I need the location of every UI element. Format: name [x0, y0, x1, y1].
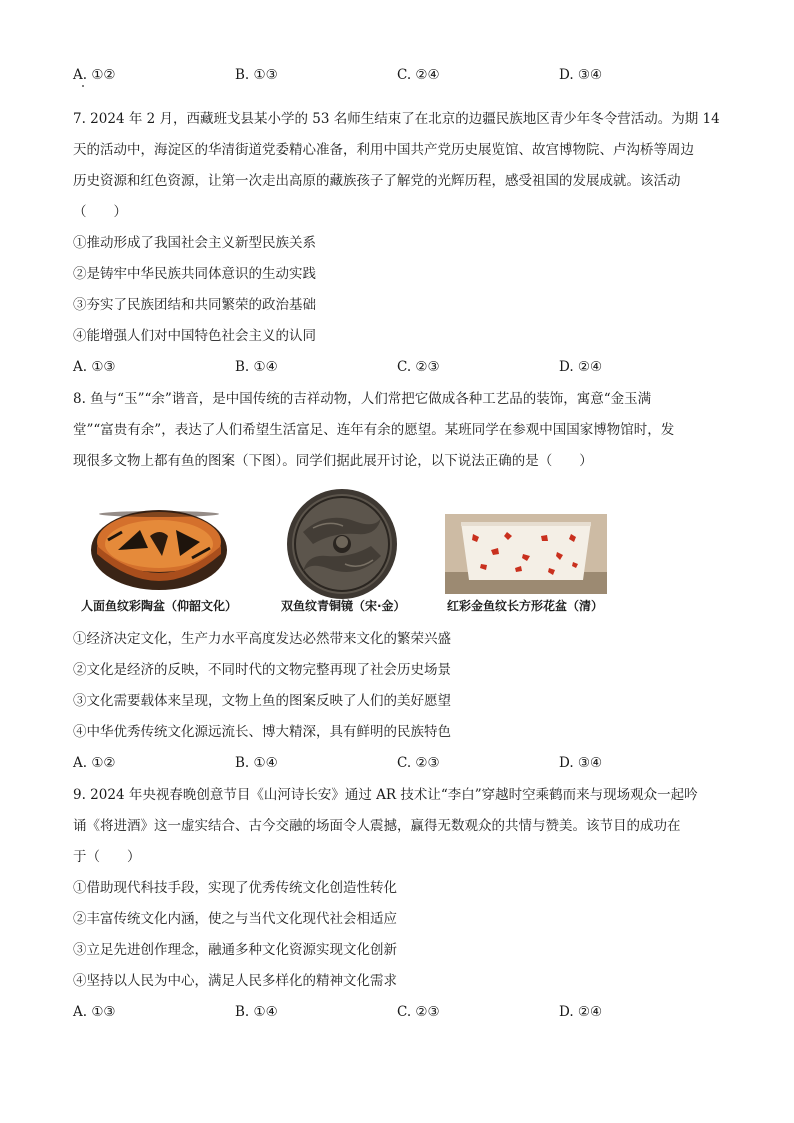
caption-bronze-mirror: 双鱼纹青铜镜（宋·金）: [281, 599, 406, 613]
q8-stem-line-3: 现很多文物上都有鱼的图案（下图）。同学们据此展开讨论，以下说法正确的是（ ）: [73, 453, 593, 469]
q8-options: [73, 754, 733, 772]
q7-option-d[interactable]: D. ②④: [559, 359, 603, 375]
q6-option-a[interactable]: A. ①②: [73, 67, 116, 83]
q9-stem-line-2: 诵《将进酒》这一虚实结合、古今交融的场面令人震撼，赢得无数观众的共情与赞美。该节目的成功在: [73, 818, 681, 834]
q7-stem-line-1: 7. 2024 年 2 月，西藏班戈县某小学的 53 名师生结束了在北京的边疆民族地区青少年冬令营活动。为期 14: [73, 111, 720, 127]
q8-stem-line-1: 8. 鱼与“玉”“余”谐音，是中国传统的吉祥动物，人们常把它做成各种工艺品的装饰，寓意“金玉满: [73, 391, 652, 407]
caption-goldfish-planter: 红彩金鱼纹长方形花盆（清）: [447, 599, 604, 613]
caption-pottery-basin: 人面鱼纹彩陶盆（仰韶文化）: [81, 599, 238, 613]
q9-statement-3: ③立足先进创作理念，融通多种文化资源实现文化创新: [73, 942, 397, 958]
bronze-mirror-image: [283, 488, 401, 600]
q7-option-c[interactable]: C. ②③: [397, 359, 440, 375]
q7-option-b[interactable]: B. ①④: [235, 359, 278, 375]
q9-answer-blank: 于（ ）: [73, 849, 141, 865]
q9-option-b[interactable]: B. ①④: [235, 1004, 278, 1020]
q9-statement-2: ②丰富传统文化内涵，使之与当代文化现代社会相适应: [73, 911, 397, 927]
goldfish-planter-image: [445, 514, 607, 594]
q8-option-d[interactable]: D. ③④: [559, 755, 603, 771]
stray-dot: [82, 85, 84, 87]
q7-option-a[interactable]: A. ①③: [73, 359, 116, 375]
q7-statement-2: ②是铸牢中华民族共同体意识的生动实践: [73, 266, 316, 282]
q9-option-c[interactable]: C. ②③: [397, 1004, 440, 1020]
q7-statement-3: ③夯实了民族团结和共同繁荣的政治基础: [73, 297, 316, 313]
q9-options: [73, 1003, 733, 1021]
q7-answer-blank: （ ）: [73, 204, 127, 220]
q8-statement-4: ④中华优秀传统文化源远流长、博大精深，具有鲜明的民族特色: [73, 724, 451, 740]
q8-option-b[interactable]: B. ①④: [235, 755, 278, 771]
q7-stem-line-2: 天的活动中，海淀区的华清街道党委精心准备，利用中国共产党历史展览馆、故宫博物院、卢沟桥等周边: [73, 142, 694, 158]
q8-option-a[interactable]: A. ①②: [73, 755, 116, 771]
q9-statement-4: ④坚持以人民为中心，满足人民多样化的精神文化需求: [73, 973, 397, 989]
painted-pottery-basin-image: [88, 508, 230, 594]
q8-statement-3: ③文化需要载体来呈现，文物上鱼的图案反映了人们的美好愿望: [73, 693, 451, 709]
q6-option-b[interactable]: B. ①③: [235, 67, 278, 83]
q7-stem-line-3: 历史资源和红色资源，让第一次走出高原的藏族孩子了解党的光辉历程，感受祖国的发展成就。该活动: [73, 173, 681, 189]
q7-options: [73, 358, 733, 376]
q6-option-c[interactable]: C. ②④: [397, 67, 440, 83]
q7-statement-1: ①推动形成了我国社会主义新型民族关系: [73, 235, 316, 251]
q6-option-d[interactable]: D. ③④: [559, 67, 603, 83]
q8-option-c[interactable]: C. ②③: [397, 755, 440, 771]
q8-stem-line-2: 堂”“富贵有余”，表达了人们希望生活富足、连年有余的愿望。某班同学在参观中国国家博物馆时，发: [73, 422, 675, 438]
q9-option-a[interactable]: A. ①③: [73, 1004, 116, 1020]
q8-statement-1: ①经济决定文化，生产力水平高度发达必然带来文化的繁荣兴盛: [73, 631, 451, 647]
q9-statement-1: ①借助现代科技手段，实现了优秀传统文化创造性转化: [73, 880, 397, 896]
q9-option-d[interactable]: D. ②④: [559, 1004, 603, 1020]
q9-stem-line-1: 9. 2024 年央视春晚创意节目《山河诗长安》通过 AR 技术让“李白”穿越时空乘鹤而来与现场观众一起吟: [73, 787, 698, 803]
q7-statement-4: ④能增强人们对中国特色社会主义的认同: [73, 328, 316, 344]
q8-statement-2: ②文化是经济的反映，不同时代的文物完整再现了社会历史场景: [73, 662, 451, 678]
q6-options: [73, 66, 733, 84]
